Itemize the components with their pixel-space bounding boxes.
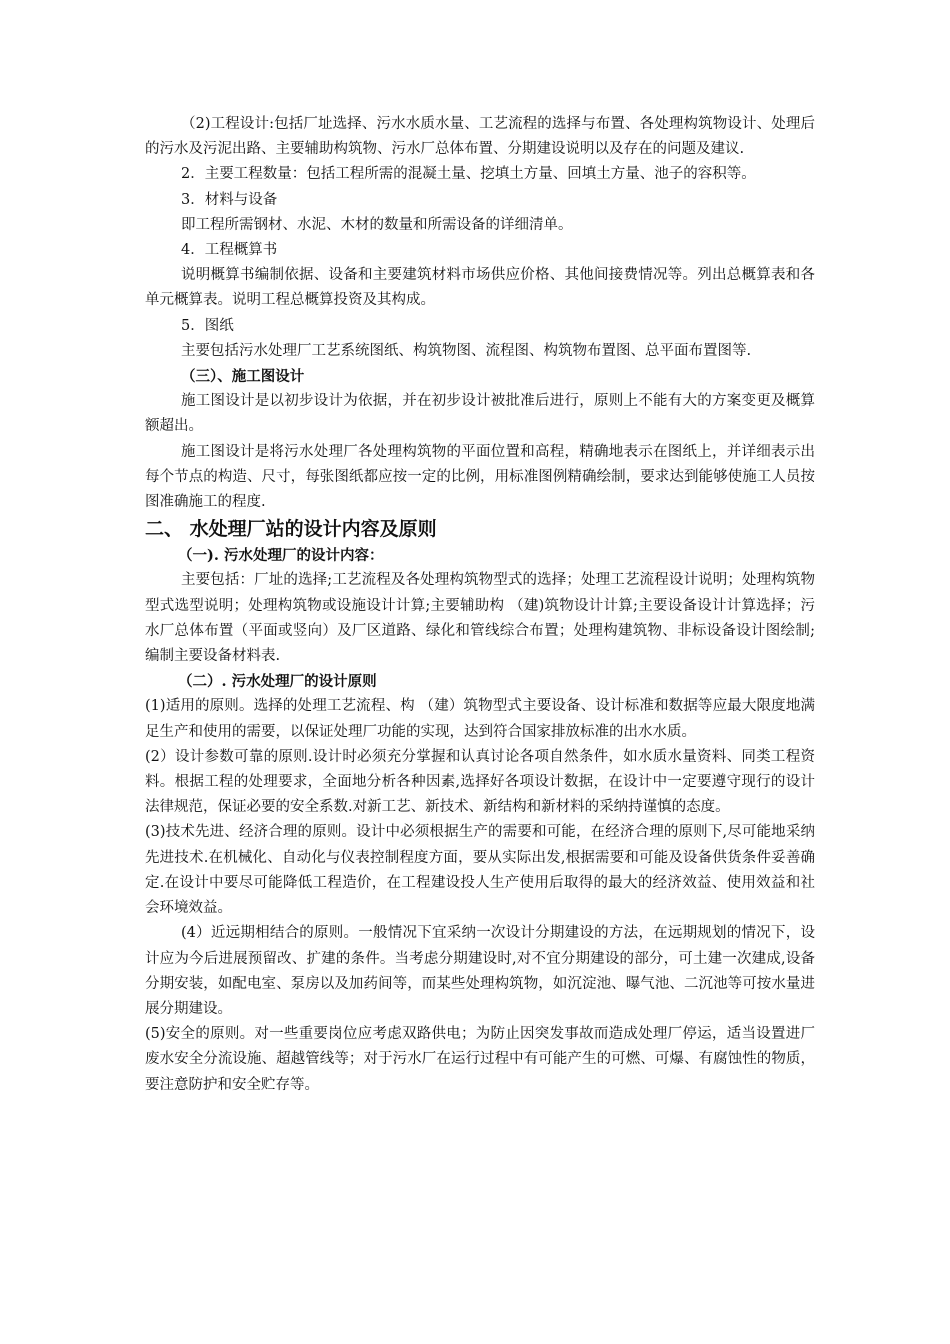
subheading-design-principles: （二）. 污水处理厂的设计原则 <box>178 673 377 691</box>
paragraph-principle-1: (1)适用的原则。选择的处理工艺流程、构 （建）筑物型式主要设备、设计标准和数据等应最大限度地满足生产和使用的需要，以保证处理厂功能的实现，达到符合国家排放标准的出水水质。 <box>145 698 815 740</box>
paragraph-engineering-design: （2)工程设计:包括厂址选择、污水水质水量、工艺流程的选择与布置、各处理构筑物设计、处理后的污水及污泥出路、主要辅助构筑物、污水厂总体布置、分期建设说明以及存在的问题及建议. <box>145 116 815 158</box>
paragraph-principle-3: (3)技术先进、经济合理的原则。设计中必须根据生产的需要和可能，在经济合理的原则下,尽可能地采纳先进技术.在机械化、自动化与仪表控制程度方面，要从实际出发,根据需要和可能及设备供货条件妥善确定.在设计中要尽可能降低工程造价，在工程建设投人生产使用后取得的最大的经济效益、使用效益和社会环境效益。 <box>145 824 815 917</box>
paragraph-design-content: 主要包括：厂址的选择;工艺流程及各处理构筑物型式的选择；处理工艺流程设计说明；处理构筑物型式选型说明；处理构筑物或设施设计计算;主要辅助构 （建)筑物设计计算;主要设备设计计算选择；污水厂总体布置（平面或竖向）及厂区道路、绿化和管线综合布置；处理构建筑物、非标设备设计图绘制;编制主要设备材料表. <box>145 572 815 665</box>
paragraph-principle-5: (5)安全的原则。对一些重要岗位应考虑双路供电；为防止因突发事故而造成处理厂停运，适当设置进厂废水安全分流设施、超越管线等；对于污水厂在运行过程中有可能产生的可燃、可爆、有腐蚀性的物质，要注意防护和安全贮存等。 <box>145 1026 815 1093</box>
document-body <box>145 112 815 1098</box>
subheading-design-content: （一). 污水处理厂的设计内容： <box>178 547 384 565</box>
paragraph-materials: 即工程所需钢材、水泥、木材的数量和所需设备的详细清单。 <box>181 216 573 233</box>
heading-estimate: 4．工程概算书 <box>181 242 278 259</box>
paragraph-construction-1: 施工图设计是以初步设计为依据，并在初步设计被批准后进行，原则上不能有大的方案变更及概算额超出。 <box>145 393 815 435</box>
subheading-construction-design: （三）、施工图设计 <box>181 368 305 386</box>
heading-materials: 3．材料与设备 <box>181 191 278 208</box>
paragraph-principle-2: (2）设计参数可靠的原则.设计时必须充分掌握和认真讨论各项自然条件，如水质水量资料、同类工程资料。根据工程的处理要求，全面地分析各种因素,选择好各项设计数据，在设计中一定要遵守现行的设计法律规范，保证必要的安全系数.对新工艺、新技术、新结构和新材料的采纳持谨慎的态度。 <box>145 748 815 816</box>
paragraph-estimate: 说明概算书编制依据、设备和主要建筑材料市场供应价格、其他间接费情况等。列出总概算表和各单元概算表。说明工程总概算投资及其构成。 <box>145 267 815 309</box>
section-heading: 二、 水处理厂站的设计内容及原则 <box>145 518 437 541</box>
paragraph-drawings: 主要包括污水处理厂工艺系统图纸、构筑物图、流程图、构筑物布置图、总平面布置图等. <box>181 342 752 359</box>
paragraph-principle-4: (4）近远期相结合的原则。一般情况下宜采纳一次设计分期建设的方法，在远期规划的情况下，设计应为今后进展预留改、扩建的条件。当考虑分期建设时,对不宜分期建设的部分，可土建一次建成,设备分期安装，如配电室、泵房以及加药间等，而某些处理构筑物，如沉淀池、曝气池、二沉池等可按水量进展分期建设。 <box>145 925 815 1017</box>
heading-drawings: 5．图纸 <box>181 317 234 334</box>
paragraph-quantities: 2．主要工程数量：包括工程所需的混凝土量、挖填土方量、回填土方量、池子的容积等。 <box>181 166 756 183</box>
paragraph-construction-2: 施工图设计是将污水处理厂各处理构筑物的平面位置和高程，精确地表示在图纸上，并详细表示出每个节点的构造、尺寸，每张图纸都应按一定的比例，用标准图例精确绘制，要求达到能够使施工人员按图准确施工的程度. <box>145 443 815 511</box>
